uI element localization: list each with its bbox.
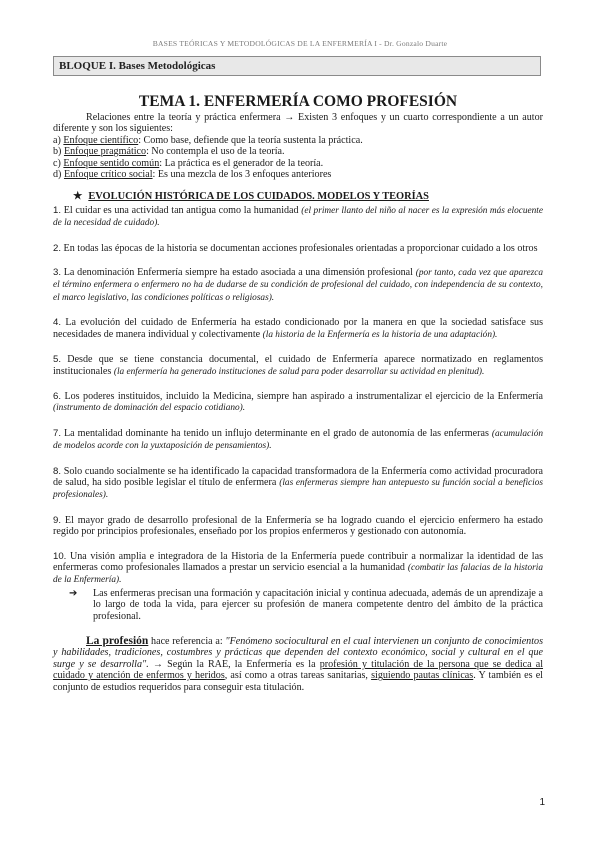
intro-paragraph: Relaciones entre la teoría y práctica enfermera → Existen 3 enfoques y un cuarto correspondiente a un autor diferente y son los siguientes: [53,112,543,135]
profession-paragraph: La profesión hace referencia a: "Fenómeno sociocultural en el cual intervienen un conjunto de conocimientos y habilidades, tradiciones, costumbres y prácticas que dependen del contexto económico, social y cultural en el que surge y se desarrolla". → Según la RAE, la Enfermería es la profesión y titulación de la persona que se dedica al cuidado y atención de enfermos y heridos, así como a otras tareas sanitarias, siguiendo pautas clínicas. Y también es el conjunto de estudios requeridos para conseguir esta titulación. [53,635,544,693]
approach-desc: : Es una mezcla de los 3 enfoques anteriores [152,169,332,181]
history-point: 10. Una visión amplia e integradora de la Historia de la Enfermería puede contribuir a normalizar la identidad de las enfermeras como profesionales llamados a prestar un servicio esencial a la humanidad (combatir las falacias de la historia de la Enfermería). [53,550,544,586]
point-note: (el primer llanto del niño al nacer es la expresión más elocuente de la necesidad de cuidado). [53,205,543,229]
page-number: 1 [539,797,545,808]
approach-desc: : La práctica es el generador de la teoría. [159,157,324,169]
rae-definition: profesión y titulación de la persona que se dedica al cuidado y atención de enfermos y heridos [53,658,544,682]
history-point: 1. El cuidar es una actividad tan antigua como la humanidad (el primer llanto del niño al nacer es la expresión más elocuente de la necesidad de cuidado). [53,204,543,229]
point-note: (acumulación de modelos acorde con la yuxtaposición de pensamientos). [53,428,544,452]
bullet-item [69,588,543,622]
approaches-list [53,135,543,181]
point-note: (las enfermeras siempre han antepuesto su función social a beneficios profesionales). [53,477,544,501]
approach-item: c) Enfoque sentido común: La práctica es el generador de la teoría. [53,157,324,169]
page-content [53,93,543,693]
point-note: (la enfermería ha generado instituciones de salud para poder desarrollar su actividad en plenitud). [113,366,485,377]
history-point: 7. La mentalidad dominante ha tenido un influjo determinante en el grado de autonomía de las enfermeras (acumulación de modelos acorde con la yuxtaposición de pensamientos). [53,427,544,452]
bullet-text: Las enfermeras precisan una formación y capacitación inicial y continua adecuada, además de un aprendizaje a lo largo de toda la vida, para ejercer su profesión de manera competente dentro del ámbito de la práctica profesional. [93,587,543,622]
history-point: 3. La denominación Enfermería siempre ha estado asociada a una dimensión profesional (por tanto, cada vez que aparezca el término enfermera o enfermero no ha de dudarse de su condición de profesional del cuidado, con independencia de su contexto, el marco legislativo, las condiciones políticas o religiosas). [53,267,543,303]
arrow-icon: ➔ [69,587,78,599]
star-icon: ★ [73,191,83,203]
approach-name: Enfoque crítico social [63,169,153,181]
approach-desc: : No contempla el uso de la teoría. [146,146,285,158]
approach-name: Enfoque sentido común [63,157,160,169]
history-point: 6. Los poderes instituidos, incluido la Medicina, siempre han aspirado a instrumentalizar el ejercicio de la Enfermería (instrumento de dominación del espacio cotidiano). [53,390,543,414]
rae-guidelines: siguiendo pautas clínicas [371,670,474,682]
history-point: 8. Solo cuando socialmente se ha identificado la capacidad transformadora de la Enfermería como actividad procuradora de salud, ha sido posible legislar el título de enfermera (las enfermeras siempre han antepuesto su función social a beneficios profesionales). [53,465,544,501]
profession-quote: "Fenómeno sociocultural en el cual intervienen un conjunto de conocimientos y habilidades, tradiciones, costumbres y prácticas que dependen del contexto económico, social y cultural en el que surge y se desarrolla". [53,636,544,670]
point-note: (la historia de la Enfermería es la historia de una adaptación). [262,329,498,340]
point-note: (instrumento de dominación del espacio cotidiano). [53,403,246,414]
approach-item: b) Enfoque pragmático: No contempla el uso de la teoría. [53,146,285,158]
history-point: 4. La evolución del cuidado de Enfermería ha estado condicionado por la manera en que la sociedad satisface sus necesidades de manera individual y colectivamente (la historia de la Enfermería es la historia de una adaptación). [53,317,543,340]
approach-desc: : Como base, defiende que la teoría sustenta la práctica. [138,134,363,146]
approach-item: d) Enfoque crítico social: Es una mezcla de los 3 enfoques anteriores [53,169,332,181]
page-title: TEMA 1. ENFERMERÍA COMO PROFESIÓN [138,93,458,110]
approach-item: a) Enfoque científico: Como base, defiende que la teoría sustenta la práctica. [53,134,363,146]
point-note: (por tanto, cada vez que aparezca el término enfermera o enfermero no ha de dudarse de su condición de profesional del cuidado, con independencia de su contexto, el marco legislativo, las condiciones políticas o religiosas). [53,268,543,303]
history-point: 5. Desde que se tiene constancia documental, el cuidado de Enfermería aparece normatizado en reglamentos institucionales (la enfermería ha generado instituciones de salud para poder desarrollar su actividad en plenitud). [53,354,543,377]
approach-name: Enfoque pragmático [63,146,147,158]
block-heading: BLOQUE I. Bases Metodológicas [53,56,541,76]
history-point: 9. El mayor grado de desarrollo profesional de la Enfermería se ha logrado cuando el ejercicio enfermero ha estado regido por principios profesionales, enseñado por los propios enfermeros y gestionado con autonomía. [53,514,543,538]
profession-term: La profesión [86,635,149,647]
section-heading [53,191,543,202]
approach-name: Enfoque científico [63,134,139,146]
history-point: 2. En todas las épocas de la historia se documentan acciones profesionales orientadas a proporcionar cuidado a los otros [53,242,538,254]
point-note: (combatir las falacias de la historia de la Enfermería). [53,562,543,586]
section-heading-text: EVOLUCIÓN HISTÓRICA DE LOS CUIDADOS. MODELOS Y TEORÍAS [88,191,429,203]
running-header: BASES TEÓRICAS Y METODOLÓGICAS DE LA ENFERMERÍA I - Dr. Gonzalo Duarte [152,39,448,48]
